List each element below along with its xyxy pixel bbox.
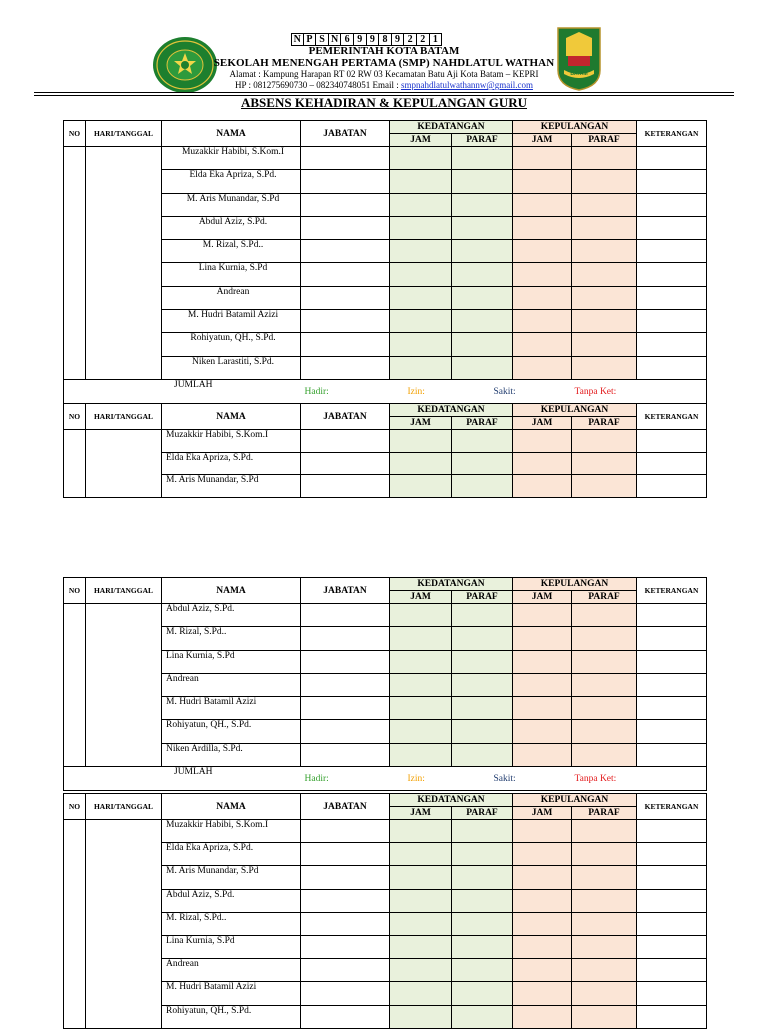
no-cell[interactable]: [64, 430, 86, 498]
izin-label: Izin:: [407, 386, 425, 397]
contact-text: HP : 081275690730 – 082340748051 Email :: [235, 80, 401, 90]
jam-datang-cell[interactable]: [390, 216, 452, 239]
hari-cell[interactable]: [86, 147, 162, 380]
col-no: NO: [64, 404, 86, 430]
keterangan-cell[interactable]: [637, 820, 707, 843]
nama-cell: Abdul Aziz, S.Pd.: [162, 216, 301, 239]
paraf-datang-cell[interactable]: [452, 1005, 513, 1028]
paraf-pulang-cell[interactable]: [572, 430, 637, 453]
jam-pulang-cell[interactable]: [513, 697, 572, 720]
col-paraf-datang: PARAF: [452, 807, 513, 820]
paraf-datang-cell[interactable]: [452, 627, 513, 650]
email-link[interactable]: smpnahdlatulwathannw@gmail.com: [400, 80, 533, 90]
keterangan-cell[interactable]: [637, 1005, 707, 1028]
paraf-pulang-cell[interactable]: [572, 743, 637, 766]
hadir-label: Hadir:: [304, 774, 329, 785]
nama-cell: M. Rizal, S.Pd..: [162, 912, 301, 935]
paraf-pulang-cell[interactable]: [572, 912, 637, 935]
jam-pulang-cell[interactable]: [513, 959, 572, 982]
jam-datang-cell[interactable]: [390, 743, 452, 766]
col-paraf-datang: PARAF: [452, 134, 513, 147]
keterangan-cell[interactable]: [637, 743, 707, 766]
jabatan-cell[interactable]: [301, 720, 390, 743]
keterangan-cell[interactable]: [637, 356, 707, 379]
jabatan-cell[interactable]: [301, 333, 390, 356]
col-paraf-pulang: PARAF: [572, 807, 637, 820]
tanpa-ket-label: Tanpa Ket:: [574, 386, 617, 397]
jam-pulang-cell[interactable]: [513, 820, 572, 843]
nama-cell: Rohiyatun, QH., S.Pd.: [162, 333, 301, 356]
col-kedatangan: KEDATANGAN: [390, 404, 513, 417]
nama-cell: M. Rizal, S.Pd..: [162, 627, 301, 650]
jabatan-cell[interactable]: [301, 982, 390, 1005]
nama-cell: M. Rizal, S.Pd..: [162, 240, 301, 263]
paraf-datang-cell[interactable]: [452, 673, 513, 696]
nama-cell: M. Aris Munandar, S.Pd: [162, 193, 301, 216]
jam-pulang-cell[interactable]: [513, 843, 572, 866]
jam-datang-cell[interactable]: [390, 356, 452, 379]
paraf-datang-cell[interactable]: [452, 356, 513, 379]
npsn-char: N: [329, 33, 342, 46]
col-hari: HARI/TANGGAL: [86, 121, 162, 147]
nama-cell: Andrean: [162, 673, 301, 696]
jam-pulang-cell[interactable]: [513, 240, 572, 263]
paraf-datang-cell[interactable]: [452, 935, 513, 958]
jabatan-cell[interactable]: [301, 263, 390, 286]
table-row: [64, 820, 707, 843]
jam-datang-cell[interactable]: [390, 193, 452, 216]
keterangan-cell[interactable]: [637, 310, 707, 333]
jam-pulang-cell[interactable]: [513, 170, 572, 193]
col-nama: NAMA: [162, 121, 301, 147]
paraf-datang-cell[interactable]: [452, 912, 513, 935]
col-kepulangan: KEPULANGAN: [513, 404, 637, 417]
jam-datang-cell[interactable]: [390, 1005, 452, 1028]
paraf-pulang-cell[interactable]: [572, 1005, 637, 1028]
attendance-table-3: [63, 577, 707, 791]
no-cell[interactable]: [64, 604, 86, 767]
paraf-pulang-cell[interactable]: [572, 333, 637, 356]
jabatan-cell[interactable]: [301, 475, 390, 498]
jabatan-cell[interactable]: [301, 286, 390, 309]
summary-counts: [301, 379, 707, 403]
jam-pulang-cell[interactable]: [513, 452, 572, 475]
nama-cell: Elda Eka Apriza, S.Pd.: [162, 452, 301, 475]
jam-datang-cell[interactable]: [390, 263, 452, 286]
hari-cell[interactable]: [86, 820, 162, 1029]
col-hari: HARI/TANGGAL: [86, 794, 162, 820]
paraf-pulang-cell[interactable]: [572, 982, 637, 1005]
nama-cell: Niken Larastiti, S.Pd.: [162, 356, 301, 379]
jabatan-cell[interactable]: [301, 912, 390, 935]
jam-pulang-cell[interactable]: [513, 912, 572, 935]
jumlah-label: JUMLAH: [64, 379, 301, 403]
jabatan-cell[interactable]: [301, 627, 390, 650]
paraf-datang-cell[interactable]: [452, 170, 513, 193]
npsn-char: 8: [379, 33, 392, 46]
jabatan-cell[interactable]: [301, 673, 390, 696]
jam-pulang-cell[interactable]: [513, 193, 572, 216]
school-contact: [0, 80, 768, 90]
keterangan-cell[interactable]: [637, 193, 707, 216]
paraf-datang-cell[interactable]: [452, 310, 513, 333]
jabatan-cell[interactable]: [301, 743, 390, 766]
jam-pulang-cell[interactable]: [513, 889, 572, 912]
jabatan-cell[interactable]: [301, 216, 390, 239]
paraf-datang-cell[interactable]: [452, 604, 513, 627]
summary-row: [64, 767, 707, 791]
jam-datang-cell[interactable]: [390, 430, 452, 453]
nama-cell: M. Hudri Batamil Azizi: [162, 982, 301, 1005]
npsn-char: 2: [404, 33, 417, 46]
jam-datang-cell[interactable]: [390, 333, 452, 356]
paraf-datang-cell[interactable]: [452, 743, 513, 766]
paraf-datang-cell[interactable]: [452, 820, 513, 843]
jabatan-cell[interactable]: [301, 604, 390, 627]
jam-datang-cell[interactable]: [390, 627, 452, 650]
paraf-datang-cell[interactable]: [452, 982, 513, 1005]
jam-pulang-cell[interactable]: [513, 935, 572, 958]
keterangan-cell[interactable]: [637, 697, 707, 720]
paraf-datang-cell[interactable]: [452, 333, 513, 356]
paraf-datang-cell[interactable]: [452, 889, 513, 912]
npsn-char: 1: [430, 33, 443, 46]
npsn-char: 9: [367, 33, 380, 46]
paraf-pulang-cell[interactable]: [572, 697, 637, 720]
svg-text:BATAM: BATAM: [570, 71, 588, 77]
paraf-pulang-cell[interactable]: [572, 216, 637, 239]
nama-cell: Andrean: [162, 959, 301, 982]
paraf-datang-cell[interactable]: [452, 843, 513, 866]
paraf-pulang-cell[interactable]: [572, 935, 637, 958]
col-jam-pulang: JAM: [513, 134, 572, 147]
paraf-pulang-cell[interactable]: [572, 650, 637, 673]
hari-cell[interactable]: [86, 604, 162, 767]
jam-pulang-cell[interactable]: [513, 866, 572, 889]
sakit-label: Sakit:: [493, 386, 516, 397]
col-jabatan: JABATAN: [301, 404, 390, 430]
jam-datang-cell[interactable]: [390, 912, 452, 935]
jam-datang-cell[interactable]: [390, 240, 452, 263]
keterangan-cell[interactable]: [637, 866, 707, 889]
col-jabatan: JABATAN: [301, 578, 390, 604]
jam-pulang-cell[interactable]: [513, 286, 572, 309]
col-paraf-datang: PARAF: [452, 591, 513, 604]
paraf-datang-cell[interactable]: [452, 720, 513, 743]
keterangan-cell[interactable]: [637, 935, 707, 958]
jabatan-cell[interactable]: [301, 697, 390, 720]
paraf-pulang-cell[interactable]: [572, 889, 637, 912]
paraf-datang-cell[interactable]: [452, 475, 513, 498]
col-jam-pulang: JAM: [513, 807, 572, 820]
paraf-pulang-cell[interactable]: [572, 310, 637, 333]
col-jam-datang: JAM: [390, 807, 452, 820]
jabatan-cell[interactable]: [301, 147, 390, 170]
jam-pulang-cell[interactable]: [513, 147, 572, 170]
col-paraf-pulang: PARAF: [572, 417, 637, 430]
nama-cell: Rohiyatun, QH., S.Pd.: [162, 720, 301, 743]
jam-datang-cell[interactable]: [390, 982, 452, 1005]
nama-cell: M. Hudri Batamil Azizi: [162, 697, 301, 720]
col-paraf-pulang: PARAF: [572, 134, 637, 147]
jabatan-cell[interactable]: [301, 170, 390, 193]
jam-pulang-cell[interactable]: [513, 720, 572, 743]
col-keterangan: KETERANGAN: [637, 794, 707, 820]
table-row: [64, 430, 707, 453]
col-paraf-datang: PARAF: [452, 417, 513, 430]
npsn-char: 9: [392, 33, 405, 46]
jabatan-cell[interactable]: [301, 866, 390, 889]
col-jam-pulang: JAM: [513, 417, 572, 430]
nama-cell: Elda Eka Apriza, S.Pd.: [162, 843, 301, 866]
jam-pulang-cell[interactable]: [513, 475, 572, 498]
paraf-datang-cell[interactable]: [452, 286, 513, 309]
jam-datang-cell[interactable]: [390, 720, 452, 743]
jam-pulang-cell[interactable]: [513, 310, 572, 333]
col-no: NO: [64, 794, 86, 820]
jam-pulang-cell[interactable]: [513, 430, 572, 453]
jam-datang-cell[interactable]: [390, 866, 452, 889]
summary-row: [64, 379, 707, 403]
col-kedatangan: KEDATANGAN: [390, 578, 513, 591]
summary-counts: [301, 767, 707, 791]
col-kepulangan: KEPULANGAN: [513, 794, 637, 807]
nama-cell: Abdul Aziz, S.Pd.: [162, 604, 301, 627]
keterangan-cell[interactable]: [637, 147, 707, 170]
izin-label: Izin:: [407, 774, 425, 785]
jabatan-cell[interactable]: [301, 935, 390, 958]
jam-datang-cell[interactable]: [390, 604, 452, 627]
jam-datang-cell[interactable]: [390, 286, 452, 309]
col-jam-datang: JAM: [390, 134, 452, 147]
nama-cell: M. Hudri Batamil Azizi: [162, 310, 301, 333]
nama-cell: Muzakkir Habibi, S.Kom.I: [162, 820, 301, 843]
paraf-pulang-cell[interactable]: [572, 627, 637, 650]
school-address: Alamat : Kampung Harapan RT 02 RW 03 Kecamatan Batu Aji Kota Batam – KEPRI: [229, 69, 539, 79]
paraf-pulang-cell[interactable]: [572, 820, 637, 843]
col-jabatan: JABATAN: [301, 121, 390, 147]
keterangan-cell[interactable]: [637, 452, 707, 475]
jam-datang-cell[interactable]: [390, 843, 452, 866]
nama-cell: Andrean: [162, 286, 301, 309]
keterangan-cell[interactable]: [637, 889, 707, 912]
jam-datang-cell[interactable]: [390, 697, 452, 720]
col-jabatan: JABATAN: [301, 794, 390, 820]
keterangan-cell[interactable]: [637, 216, 707, 239]
nama-cell: Lina Kurnia, S.Pd: [162, 650, 301, 673]
jam-pulang-cell[interactable]: [513, 1005, 572, 1028]
col-hari: HARI/TANGGAL: [86, 578, 162, 604]
jam-datang-cell[interactable]: [390, 310, 452, 333]
document-title: [0, 95, 768, 111]
col-keterangan: KETERANGAN: [637, 578, 707, 604]
keterangan-cell[interactable]: [637, 475, 707, 498]
col-paraf-pulang: PARAF: [572, 591, 637, 604]
col-hari: HARI/TANGGAL: [86, 404, 162, 430]
jam-datang-cell[interactable]: [390, 889, 452, 912]
paraf-datang-cell[interactable]: [452, 866, 513, 889]
jam-pulang-cell[interactable]: [513, 604, 572, 627]
col-kepulangan: KEPULANGAN: [513, 121, 637, 134]
jam-datang-cell[interactable]: [390, 673, 452, 696]
attendance-table-1: [63, 120, 707, 404]
jabatan-cell[interactable]: [301, 193, 390, 216]
jam-pulang-cell[interactable]: [513, 216, 572, 239]
nama-cell: Niken Ardilla, S.Pd.: [162, 743, 301, 766]
nama-cell: Elda Eka Apriza, S.Pd.: [162, 170, 301, 193]
jumlah-label: JUMLAH: [64, 767, 301, 791]
hari-cell[interactable]: [86, 430, 162, 498]
nama-cell: Muzakkir Habibi, S.Kom.I: [162, 430, 301, 453]
npsn-char: 2: [417, 33, 430, 46]
no-cell[interactable]: [64, 820, 86, 1029]
col-keterangan: KETERANGAN: [637, 404, 707, 430]
paraf-datang-cell[interactable]: [452, 697, 513, 720]
school-name: SEKOLAH MENENGAH PERTAMA (SMP) NAHDLATUL WATHAN: [213, 57, 555, 69]
jam-datang-cell[interactable]: [390, 650, 452, 673]
keterangan-cell[interactable]: [637, 673, 707, 696]
tanpa-ket-label: Tanpa Ket:: [574, 774, 617, 785]
col-keterangan: KETERANGAN: [637, 121, 707, 147]
paraf-pulang-cell[interactable]: [572, 475, 637, 498]
npsn-char: 9: [354, 33, 367, 46]
no-cell[interactable]: [64, 147, 86, 380]
col-jam-datang: JAM: [390, 591, 452, 604]
nama-cell: Rohiyatun, QH., S.Pd.: [162, 1005, 301, 1028]
paraf-datang-cell[interactable]: [452, 240, 513, 263]
paraf-pulang-cell[interactable]: [572, 673, 637, 696]
paraf-pulang-cell[interactable]: [572, 193, 637, 216]
col-no: NO: [64, 121, 86, 147]
keterangan-cell[interactable]: [637, 959, 707, 982]
attendance-table-2: [63, 403, 707, 498]
jabatan-cell[interactable]: [301, 452, 390, 475]
col-kedatangan: KEDATANGAN: [390, 121, 513, 134]
paraf-pulang-cell[interactable]: [572, 720, 637, 743]
jam-pulang-cell[interactable]: [513, 650, 572, 673]
jam-datang-cell[interactable]: [390, 452, 452, 475]
col-kedatangan: KEDATANGAN: [390, 794, 513, 807]
jabatan-cell[interactable]: [301, 959, 390, 982]
paraf-datang-cell[interactable]: [452, 959, 513, 982]
paraf-pulang-cell[interactable]: [572, 147, 637, 170]
keterangan-cell[interactable]: [637, 650, 707, 673]
paraf-pulang-cell[interactable]: [572, 959, 637, 982]
jam-datang-cell[interactable]: [390, 935, 452, 958]
jam-pulang-cell[interactable]: [513, 743, 572, 766]
paraf-datang-cell[interactable]: [452, 263, 513, 286]
jabatan-cell[interactable]: [301, 240, 390, 263]
keterangan-cell[interactable]: [637, 333, 707, 356]
header-rule-thick: [34, 92, 734, 93]
keterangan-cell[interactable]: [637, 843, 707, 866]
paraf-pulang-cell[interactable]: [572, 240, 637, 263]
col-nama: NAMA: [162, 404, 301, 430]
jam-pulang-cell[interactable]: [513, 673, 572, 696]
jabatan-cell[interactable]: [301, 356, 390, 379]
paraf-pulang-cell[interactable]: [572, 286, 637, 309]
jabatan-cell[interactable]: [301, 843, 390, 866]
keterangan-cell[interactable]: [637, 240, 707, 263]
sakit-label: Sakit:: [493, 774, 516, 785]
col-nama: NAMA: [162, 794, 301, 820]
npsn-char: N: [291, 33, 304, 46]
keterangan-cell[interactable]: [637, 263, 707, 286]
npsn-char: S: [316, 33, 329, 46]
npsn-char: 6: [341, 33, 354, 46]
col-nama: NAMA: [162, 578, 301, 604]
paraf-datang-cell[interactable]: [452, 452, 513, 475]
keterangan-cell[interactable]: [637, 982, 707, 1005]
col-no: NO: [64, 578, 86, 604]
jam-datang-cell[interactable]: [390, 475, 452, 498]
government-line: PEMERINTAH KOTA BATAM: [308, 45, 460, 57]
keterangan-cell[interactable]: [637, 604, 707, 627]
jam-datang-cell[interactable]: [390, 147, 452, 170]
jam-datang-cell[interactable]: [390, 959, 452, 982]
paraf-datang-cell[interactable]: [452, 193, 513, 216]
nama-cell: Abdul Aziz, S.Pd.: [162, 889, 301, 912]
keterangan-cell[interactable]: [637, 627, 707, 650]
keterangan-cell[interactable]: [637, 286, 707, 309]
title-text: ABSENS KEHADIRAN & KEPULANGAN GURU: [240, 95, 528, 110]
jabatan-cell[interactable]: [301, 889, 390, 912]
paraf-pulang-cell[interactable]: [572, 170, 637, 193]
paraf-pulang-cell[interactable]: [572, 263, 637, 286]
paraf-datang-cell[interactable]: [452, 650, 513, 673]
jam-datang-cell[interactable]: [390, 820, 452, 843]
paraf-pulang-cell[interactable]: [572, 452, 637, 475]
jabatan-cell[interactable]: [301, 1005, 390, 1028]
jam-pulang-cell[interactable]: [513, 982, 572, 1005]
jabatan-cell[interactable]: [301, 820, 390, 843]
keterangan-cell[interactable]: [637, 912, 707, 935]
keterangan-cell[interactable]: [637, 720, 707, 743]
paraf-datang-cell[interactable]: [452, 147, 513, 170]
col-jam-datang: JAM: [390, 417, 452, 430]
jam-pulang-cell[interactable]: [513, 333, 572, 356]
paraf-datang-cell[interactable]: [452, 216, 513, 239]
paraf-pulang-cell[interactable]: [572, 356, 637, 379]
table-row: [64, 147, 707, 170]
col-kepulangan: KEPULANGAN: [513, 578, 637, 591]
jam-datang-cell[interactable]: [390, 170, 452, 193]
attendance-table-4: [63, 793, 707, 1029]
keterangan-cell[interactable]: [637, 170, 707, 193]
nama-cell: M. Aris Munandar, S.Pd: [162, 866, 301, 889]
paraf-pulang-cell[interactable]: [572, 604, 637, 627]
hadir-label: Hadir:: [304, 386, 329, 397]
nama-cell: Muzakkir Habibi, S.Kom.I: [162, 147, 301, 170]
jam-pulang-cell[interactable]: [513, 263, 572, 286]
paraf-pulang-cell[interactable]: [572, 843, 637, 866]
paraf-pulang-cell[interactable]: [572, 866, 637, 889]
jam-pulang-cell[interactable]: [513, 627, 572, 650]
nama-cell: Lina Kurnia, S.Pd: [162, 935, 301, 958]
paraf-datang-cell[interactable]: [452, 430, 513, 453]
nama-cell: M. Aris Munandar, S.Pd: [162, 475, 301, 498]
jam-pulang-cell[interactable]: [513, 356, 572, 379]
jabatan-cell[interactable]: [301, 310, 390, 333]
col-jam-pulang: JAM: [513, 591, 572, 604]
jabatan-cell[interactable]: [301, 430, 390, 453]
table-row: [64, 604, 707, 627]
keterangan-cell[interactable]: [637, 430, 707, 453]
nama-cell: Lina Kurnia, S.Pd: [162, 263, 301, 286]
jabatan-cell[interactable]: [301, 650, 390, 673]
npsn-char: P: [304, 33, 317, 46]
